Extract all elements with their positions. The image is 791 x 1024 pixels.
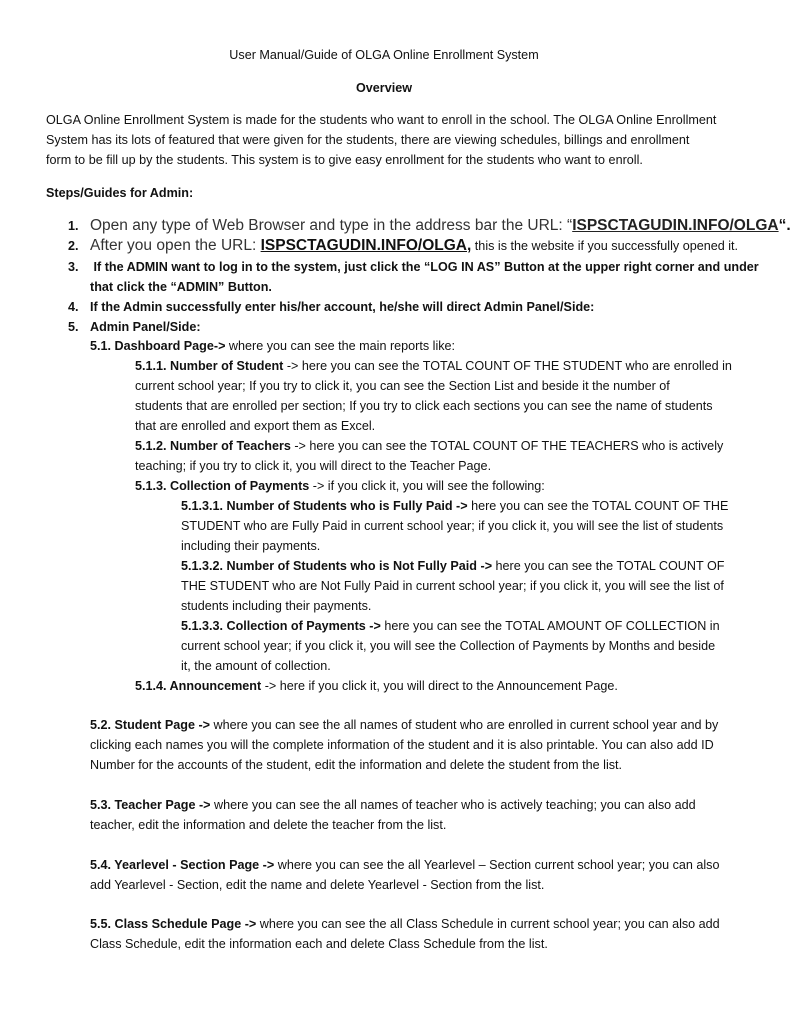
step-5 (68, 317, 201, 337)
step-number: 5. (68, 320, 79, 334)
section-text: here you can see the TOTAL AMOUNT OF COLLECTION in (380, 619, 720, 633)
section-text: where you can see the all names of teacher who is actively teaching; you can also add (210, 798, 696, 812)
section-text: where you can see the main reports like: (225, 339, 456, 353)
step-text: If the Admin successfully enter his/her account, he/she will direct (90, 300, 484, 314)
section-text: -> if you click it, you will see the following: (309, 479, 545, 493)
step-strong: Admin Panel/Side: (483, 300, 595, 314)
section-text: THE STUDENT who are Not Fully Paid in current school year; if you click it, you will see the list of (181, 579, 724, 593)
step-3 (68, 257, 759, 277)
overview-heading: Overview (355, 81, 412, 95)
section-text: where you can see the all Class Schedule in current school year; you can also add (256, 917, 720, 931)
step-number: 1. (68, 219, 79, 233)
section-5-1 (90, 336, 455, 356)
section-text: where you can see the all Yearlevel – Section current school year; you can also (274, 858, 720, 872)
section-text: teacher, edit the information and delete the teacher from the list. (90, 818, 447, 832)
step-text: Open any type of Web Browser and type in the address bar the URL: “ (90, 217, 573, 234)
section-text: -> here you can see the TOTAL COUNT OF THE STUDENT who are enrolled in (283, 359, 732, 373)
section-label: 5.1.2. Number of Teachers (135, 439, 291, 453)
section-label: 5.2. Student Page -> (90, 718, 211, 732)
step-3-cont (90, 277, 272, 297)
section-label: 5.1.4. Announcement (135, 679, 262, 693)
section-5-1-3 (135, 476, 545, 496)
section-text: -> here you can see the TOTAL COUNT OF THE TEACHERS who is actively (290, 439, 724, 453)
section-text: STUDENT who are Fully Paid in current school year; if you click it, you will see the list of students (181, 519, 724, 533)
intro-line: form to be fill up by the students. This system is to give easy enrollment for the students who want to enroll. (46, 153, 643, 167)
section-label: 5.5. Class Schedule Page -> (90, 917, 257, 931)
section-text: Number for the accounts of the student, edit the information and delete the student from the list. (90, 758, 623, 772)
step-text: this is the website if you successfully opened it. (471, 239, 739, 253)
section-text: it, the amount of collection. (181, 659, 331, 673)
section-text: Class Schedule, edit the information each and delete Class Schedule from the list. (90, 937, 548, 951)
document-title: User Manual/Guide of OLGA Online Enrollment System (229, 48, 539, 62)
step-number: 2. (68, 239, 79, 253)
section-text: that are enrolled and export them as Excel. (135, 419, 376, 433)
section-text: -> here if you click it, you will direct to the Announcement Page. (261, 679, 618, 693)
intro-line: System has its lots of featured that were given for the students, there are viewing schedules, billings and enrollment (46, 133, 690, 147)
step-text-end: “. (778, 217, 791, 234)
section-text: clicking each names you will the complete information of the student and it is also printable. You can also add ID (90, 738, 714, 752)
section-text: here you can see the TOTAL COUNT OF THE (467, 499, 729, 513)
section-text: current school year; if you click it, you will see the Collection of Payments by Months and beside (181, 639, 716, 653)
steps-heading: Steps/Guides for Admin: (46, 186, 194, 200)
section-label: 5.1. Dashboard Page-> (90, 339, 226, 353)
section-text: here you can see the TOTAL COUNT OF (492, 559, 725, 573)
section-label: 5.1.3.3. Collection of Payments -> (181, 619, 381, 633)
section-5-1-4 (135, 676, 618, 696)
step-text: After you open the URL: (90, 237, 261, 254)
section-text: add Yearlevel - Section, edit the name and delete Yearlevel - Section from the list. (90, 878, 545, 892)
step-text: Button at the upper right corner and under (500, 260, 759, 274)
step-number: 3. (68, 260, 79, 274)
section-label: 5.4. Yearlevel - Section Page -> (90, 858, 275, 872)
step-text: Admin Panel/Side: (90, 320, 201, 334)
section-text: including their payments. (181, 539, 321, 553)
section-label: 5.1.3. Collection of Payments (135, 479, 310, 493)
url-text: ISPSCTAGUDIN.INFO/OLGA, (260, 237, 472, 254)
step-text: that click the (90, 280, 171, 294)
section-label: 5.3. Teacher Page -> (90, 798, 211, 812)
step-strong: “LOG IN AS” (424, 260, 501, 274)
section-text: where you can see the all names of student who are enrolled in current school year and by (210, 718, 719, 732)
step-strong: “ADMIN” Button. (170, 280, 272, 294)
section-text: current school year; If you try to click it, you can see the Section List and beside it the number of (135, 379, 670, 393)
section-text: students including their payments. (181, 599, 372, 613)
intro-line: OLGA Online Enrollment System is made for the students who want to enroll in the school. The OLGA Online Enrollment (46, 113, 717, 127)
step-text: If the ADMIN want to log in to the system, just click the (90, 260, 424, 274)
step-1 (68, 216, 791, 236)
section-label: 5.1.3.2. Number of Students who is Not Fully Paid -> (181, 559, 493, 573)
section-label: 5.1.3.1. Number of Students who is Fully Paid -> (181, 499, 468, 513)
step-number: 4. (68, 300, 79, 314)
url-text: ISPSCTAGUDIN.INFO/OLGA (572, 217, 779, 234)
step-2 (68, 236, 738, 256)
section-text: teaching; if you try to click it, you will direct to the Teacher Page. (135, 459, 492, 473)
section-text: students that are enrolled per section; If you try to click each sections you can see the name of students (135, 399, 713, 413)
section-label: 5.1.1. Number of Student (135, 359, 284, 373)
step-4 (68, 297, 594, 317)
